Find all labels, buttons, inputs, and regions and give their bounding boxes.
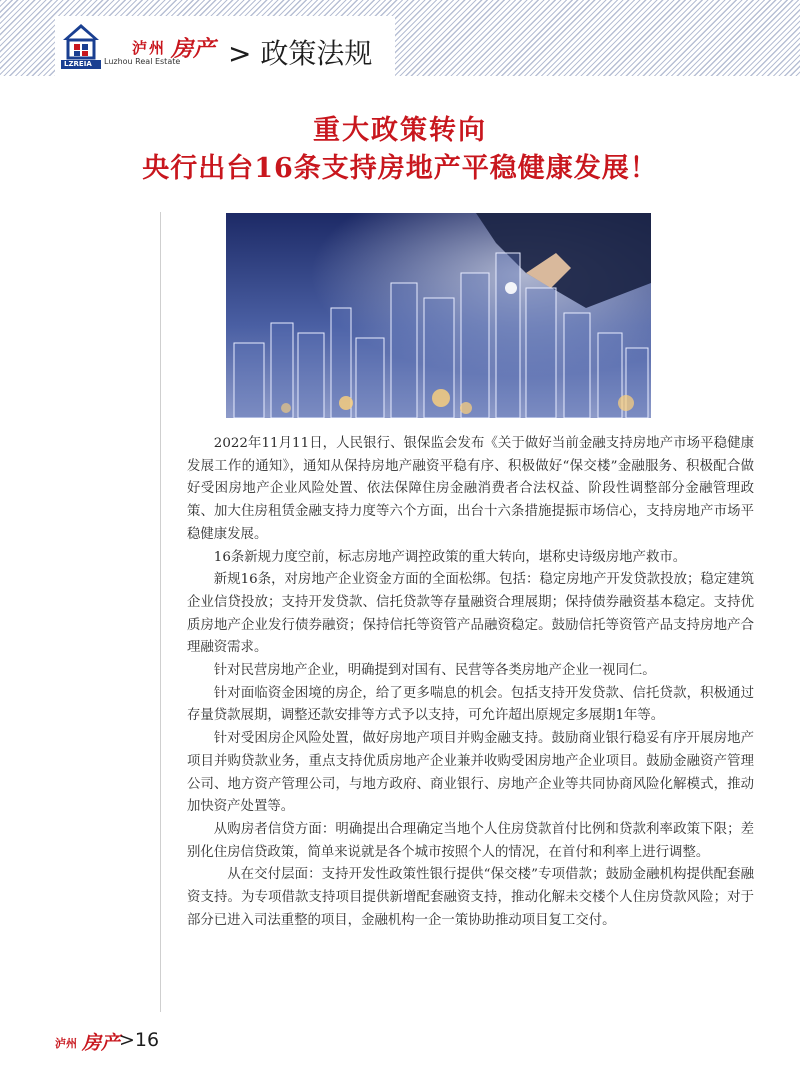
section-separator: > (228, 37, 252, 70)
article-title-line2: 央行出台16条支持房地产平稳健康发展！ (142, 153, 658, 184)
brand-name-fangchan: 房产 (171, 36, 216, 62)
paragraph-6: 针对受困房企风险处置，做好房地产项目并购金融支持。鼓励商业银行稳妥有序开展房地产项目并购贷款业务，重点支持优质房地产企业兼并收购受困房地产企业项目。鼓励金融资产管理公司、地方资产管理公司，与地方政府、商业银行、房地产企业等共同协商风险化解模式，推动加快资产处置等。 (187, 731, 754, 815)
paragraph-3: 新规16条，对房地产企业资金方面的全面松绑。包括：稳定房地产开发贷款投放；稳定建筑企业信贷投放；支持开发贷款、信托贷款等存量融资合理展期；保持债券融资基本稳定。支持优质房地产企业发行债券融资；保持信托等资管产品融资稳定。鼓励信托等资管产品支持房地产合理融资需求。 (187, 572, 754, 656)
section-title (228, 32, 372, 72)
footer-brand-cn: 泸州 (55, 1037, 77, 1050)
column-divider (160, 212, 161, 1012)
city-skyline-photo (226, 213, 651, 418)
article-title-line1: 重大政策转向 (313, 115, 487, 146)
article-body (187, 433, 754, 932)
brand-name-cn: 泸州 (132, 39, 167, 57)
brand-name-en: Luzhou Real Estate (104, 57, 181, 66)
footer-brand-fangchan: 房产 (82, 1032, 121, 1054)
section-name: 政策法规 (260, 37, 373, 70)
paragraph-5: 针对面临资金困境的房企，给了更多喘息的机会。包括支持开发贷款、信托贷款，积极通过存量贷款展期，调整还款安排等方式予以支持，可允许超出原规定多展期1年等。 (187, 685, 754, 724)
page-number: >16 (119, 1029, 160, 1051)
logo-tag: LZREIA (64, 60, 92, 68)
paragraph-7: 从购房者信贷方面：明确提出合理确定当地个人住房贷款首付比例和贷款利率政策下限；差别化住房信贷政策，简单来说就是各个城市按照个人的情况，在首付和利率上进行调整。 (187, 821, 754, 860)
paragraph-2: 16条新规力度空前，标志房地产调控政策的重大转向，堪称史诗级房地产救市。 (213, 549, 687, 565)
paragraph-4: 针对民营房地产企业，明确提到对国有、民营等各类房地产企业一视同仁。 (213, 663, 656, 679)
paragraph-8: 从在交付层面：支持开发性政策性银行提供“保交楼”专项借款；鼓励金融机构提供配套融资支持。为专项借款支持项目提供新增配套融资支持，推动化解未交楼个人住房贷款风险；对于部分已进入司法重整的项目，金融机构一企一策协助推动项目复工交付。 (187, 867, 754, 928)
paragraph-1: 2022年11月11日，人民银行、银保监会发布《关于做好当前金融支持房地产市场平稳健康发展工作的通知》，通知从保持房地产融资平稳有序、积极做好“保交楼”金融服务、积极配合做好受困房地产企业风险处置、依法保障住房金融消费者合法权益、阶段性调整部分金融管理政策、加大住房租赁金融支持力度等六个方面，出台十六条措施提振市场信心，支持房地产市场平稳健康发展。 (187, 436, 754, 542)
